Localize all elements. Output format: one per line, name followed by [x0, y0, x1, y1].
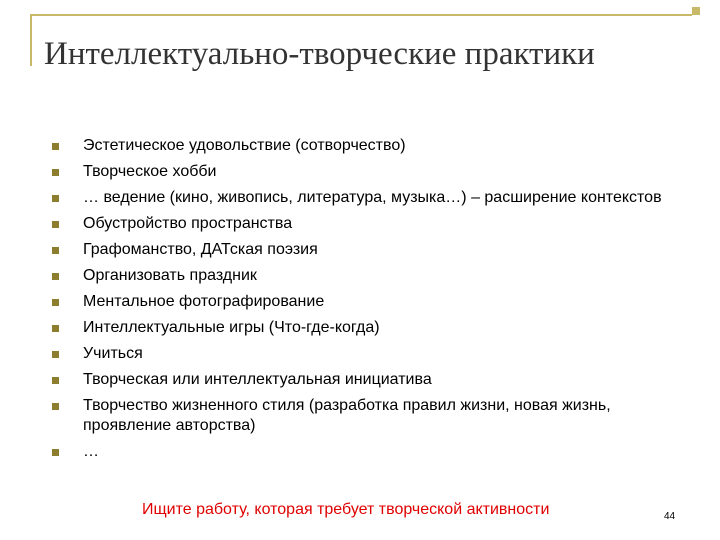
page-number: 44 — [664, 511, 676, 522]
list-item-text: Творческая или интеллектуальная инициатива — [83, 371, 432, 388]
list-item-text: … ведение (кино, живопись, литература, музыка…) – расширение контекстов — [83, 189, 662, 206]
frame-vertical-line — [30, 14, 32, 66]
list-item-text: Творческое хобби — [83, 163, 217, 180]
list-item — [52, 266, 692, 286]
square-bullet-icon — [52, 273, 59, 280]
list-item — [52, 344, 692, 364]
square-bullet-icon — [52, 221, 59, 228]
list-item-text: Графоманство, ДАТская поэзия — [83, 241, 318, 258]
list-item — [52, 396, 692, 436]
square-bullet-icon — [52, 377, 59, 384]
square-bullet-icon — [52, 143, 59, 150]
list-item — [52, 318, 692, 338]
list-item — [52, 370, 692, 390]
bullet-list — [52, 136, 692, 468]
square-bullet-icon — [52, 299, 59, 306]
square-bullet-icon — [52, 403, 59, 410]
frame-horizontal-line — [30, 14, 692, 16]
square-bullet-icon — [52, 325, 59, 332]
list-item-text: Обустройство пространства — [83, 215, 293, 232]
square-bullet-icon — [52, 351, 59, 358]
frame-corner-square — [692, 7, 700, 15]
list-item-text: Эстетическое удовольствие (сотворчество) — [83, 137, 406, 154]
list-item — [52, 188, 692, 208]
square-bullet-icon — [52, 169, 59, 176]
list-item — [52, 240, 692, 260]
square-bullet-icon — [52, 247, 59, 254]
list-item-text: Творчество жизненного стиля (разработка правил жизни, новая жизнь, проявление авторства) — [83, 397, 611, 434]
list-item — [52, 162, 692, 182]
square-bullet-icon — [52, 195, 59, 202]
list-item-text: Учиться — [83, 345, 143, 362]
square-bullet-icon — [52, 449, 59, 456]
footer-note: Ищите работу, которая требует творческой активности — [142, 501, 550, 518]
list-item — [52, 214, 692, 234]
slide-title: Интеллектуально-творческие практики — [44, 36, 595, 72]
list-item — [52, 136, 692, 156]
list-item — [52, 292, 692, 312]
list-item-text: Ментальное фотографирование — [83, 293, 325, 310]
list-item — [52, 442, 692, 462]
list-item-text: Организовать праздник — [83, 267, 257, 284]
list-item-text: Интеллектуальные игры (Что-где-когда) — [83, 319, 380, 336]
list-item-text: … — [83, 443, 99, 460]
